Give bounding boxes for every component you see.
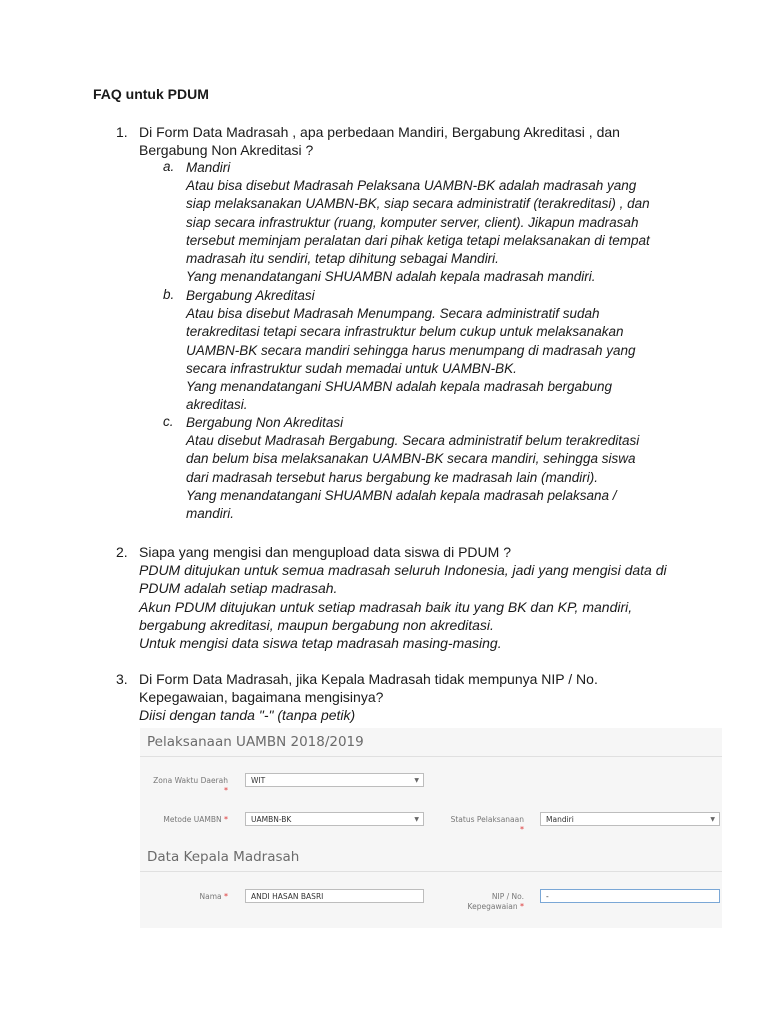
item-line: dari madrasah tersebut harus bergabung ke madrasah lain (mandiri).: [186, 469, 598, 485]
question-3-line: Kepegawaian, bagaimana mengisinya?: [139, 689, 384, 706]
item-title: Bergabung Non Akreditasi: [186, 415, 344, 430]
item-title: Mandiri: [186, 160, 231, 175]
item-line: terakreditasi tetapi secara infrastruktur belum cukup untuk melaksanakan: [186, 324, 624, 340]
item-bergabung-non-akreditasi: [186, 414, 639, 523]
required-mark: *: [224, 815, 228, 824]
status-pelaksanaan-label-text: Status Pelaksanaan: [450, 815, 524, 824]
item-letter-a: a.: [163, 159, 175, 174]
nip-label-line1: NIP / No.: [491, 892, 524, 901]
nama-input[interactable]: [245, 889, 424, 903]
item-line: dan belum bisa melaksanakan UAMBN-BK secara mandiri, sehingga siswa: [186, 451, 636, 467]
zona-waktu-select[interactable]: [245, 773, 424, 787]
answer-line: bergabung akreditasi, maupun bergabung non akreditasi.: [139, 616, 494, 633]
item-line: Atau bisa disebut Madrasah Menumpang. Secara administratif sudah: [186, 306, 600, 322]
status-pelaksanaan-value: Mandiri: [546, 815, 574, 824]
item-line: siap melaksanakan UAMBN-BK, siap secara administratif (terakreditasi) , dan: [186, 196, 650, 212]
item-line: siap secara infrastruktur (ruang, komputer server, client). Jikapun madrasah: [186, 214, 639, 230]
question-number-1: 1.: [116, 124, 128, 140]
question-1-line: Di Form Data Madrasah , apa perbedaan Mandiri, Bergabung Akreditasi , dan: [139, 124, 620, 140]
form-screenshot: [140, 728, 722, 928]
nip-input[interactable]: [540, 889, 720, 903]
item-line: Atau bisa disebut Madrasah Pelaksana UAMBN-BK adalah madrasah yang: [186, 178, 637, 194]
item-line: mandiri.: [186, 506, 235, 522]
item-line: tersebut meminjam peralatan dari pihak ketiga tetapi melaksanakan di tempat: [186, 232, 650, 248]
zona-waktu-label-text: Zona Waktu Daerah: [153, 776, 228, 785]
zona-waktu-label: [140, 776, 228, 796]
item-line: akreditasi.: [186, 397, 248, 413]
item-letter-c: c.: [163, 414, 174, 429]
answer-line: PDUM ditujukan untuk semua madrasah seluruh Indonesia, jadi yang mengisi data di: [139, 562, 667, 579]
item-line: Yang menandatangani SHUAMBN adalah kepala madrasah pelaksana /: [186, 487, 617, 503]
required-mark: *: [224, 786, 228, 795]
item-bergabung-akreditasi: [186, 287, 635, 414]
section-divider: [140, 871, 722, 872]
document-title: FAQ untuk PDUM: [93, 86, 209, 102]
answer-line: PDUM adalah setiap madrasah.: [139, 580, 338, 597]
answer-line: Untuk mengisi data siswa tetap madrasah masing-masing.: [139, 635, 502, 652]
item-line: UAMBN-BK secara mandiri sehingga harus menumpang di madrasah yang: [186, 342, 636, 358]
status-pelaksanaan-select[interactable]: [540, 812, 720, 826]
nama-label-text: Nama: [199, 892, 222, 901]
answer-line: Akun PDUM ditujukan untuk setiap madrasah baik itu yang BK dan KP, mandiri,: [139, 598, 633, 615]
item-line: madrasah itu sendiri, tetap dihitung sebagai Mandiri.: [186, 251, 499, 267]
nip-label-line2: Kepegawaian: [467, 902, 518, 911]
required-mark: *: [520, 902, 524, 911]
nip-value: -: [546, 892, 549, 901]
item-letter-b: b.: [163, 287, 175, 302]
answer-line: Diisi dengan tanda "-" (tanpa petik): [139, 707, 356, 724]
required-mark: *: [520, 825, 524, 834]
item-mandiri: [186, 159, 650, 286]
question-3-line: Di Form Data Madrasah, jika Kepala Madrasah tidak mempunya NIP / No.: [139, 671, 598, 687]
question-3: [139, 670, 598, 725]
status-pelaksanaan-label: [440, 815, 524, 835]
item-line: Yang menandatangani SHUAMBN adalah kepala madrasah bergabung: [186, 379, 613, 395]
question-number-2: 2.: [116, 544, 128, 560]
chevron-down-icon: ▼: [414, 777, 419, 784]
section-title-pelaksanaan: Pelaksanaan UAMBN 2018/2019: [147, 734, 364, 750]
metode-uambn-label-text: Metode UAMBN: [163, 815, 222, 824]
chevron-down-icon: ▼: [414, 816, 419, 823]
question-2-text: Siapa yang mengisi dan mengupload data siswa di PDUM ?: [139, 544, 511, 560]
item-title: Bergabung Akreditasi: [186, 288, 315, 303]
question-1: [139, 123, 620, 159]
question-1-line: Bergabung Non Akreditasi ?: [139, 142, 314, 159]
item-line: Yang menandatangani SHUAMBN adalah kepala madrasah mandiri.: [186, 269, 596, 285]
zona-waktu-value: WIT: [251, 776, 266, 785]
metode-uambn-label: [140, 815, 228, 825]
nama-label: [140, 892, 228, 902]
metode-uambn-value: UAMBN-BK: [251, 815, 292, 824]
item-line: Atau disebut Madrasah Bergabung. Secara administratif belum terakreditasi: [186, 433, 640, 449]
nama-value: ANDI HASAN BASRI: [251, 892, 324, 901]
chevron-down-icon: ▼: [710, 816, 715, 823]
question-number-3: 3.: [116, 671, 128, 687]
section-divider: [140, 756, 722, 757]
section-title-kepala-madrasah: Data Kepala Madrasah: [147, 849, 300, 865]
metode-uambn-select[interactable]: [245, 812, 424, 826]
item-line: secara infrastruktur sudah memadai untuk UAMBN-BK.: [186, 360, 517, 376]
nip-label: [440, 892, 524, 912]
question-2: [139, 543, 667, 652]
required-mark: *: [224, 892, 228, 901]
